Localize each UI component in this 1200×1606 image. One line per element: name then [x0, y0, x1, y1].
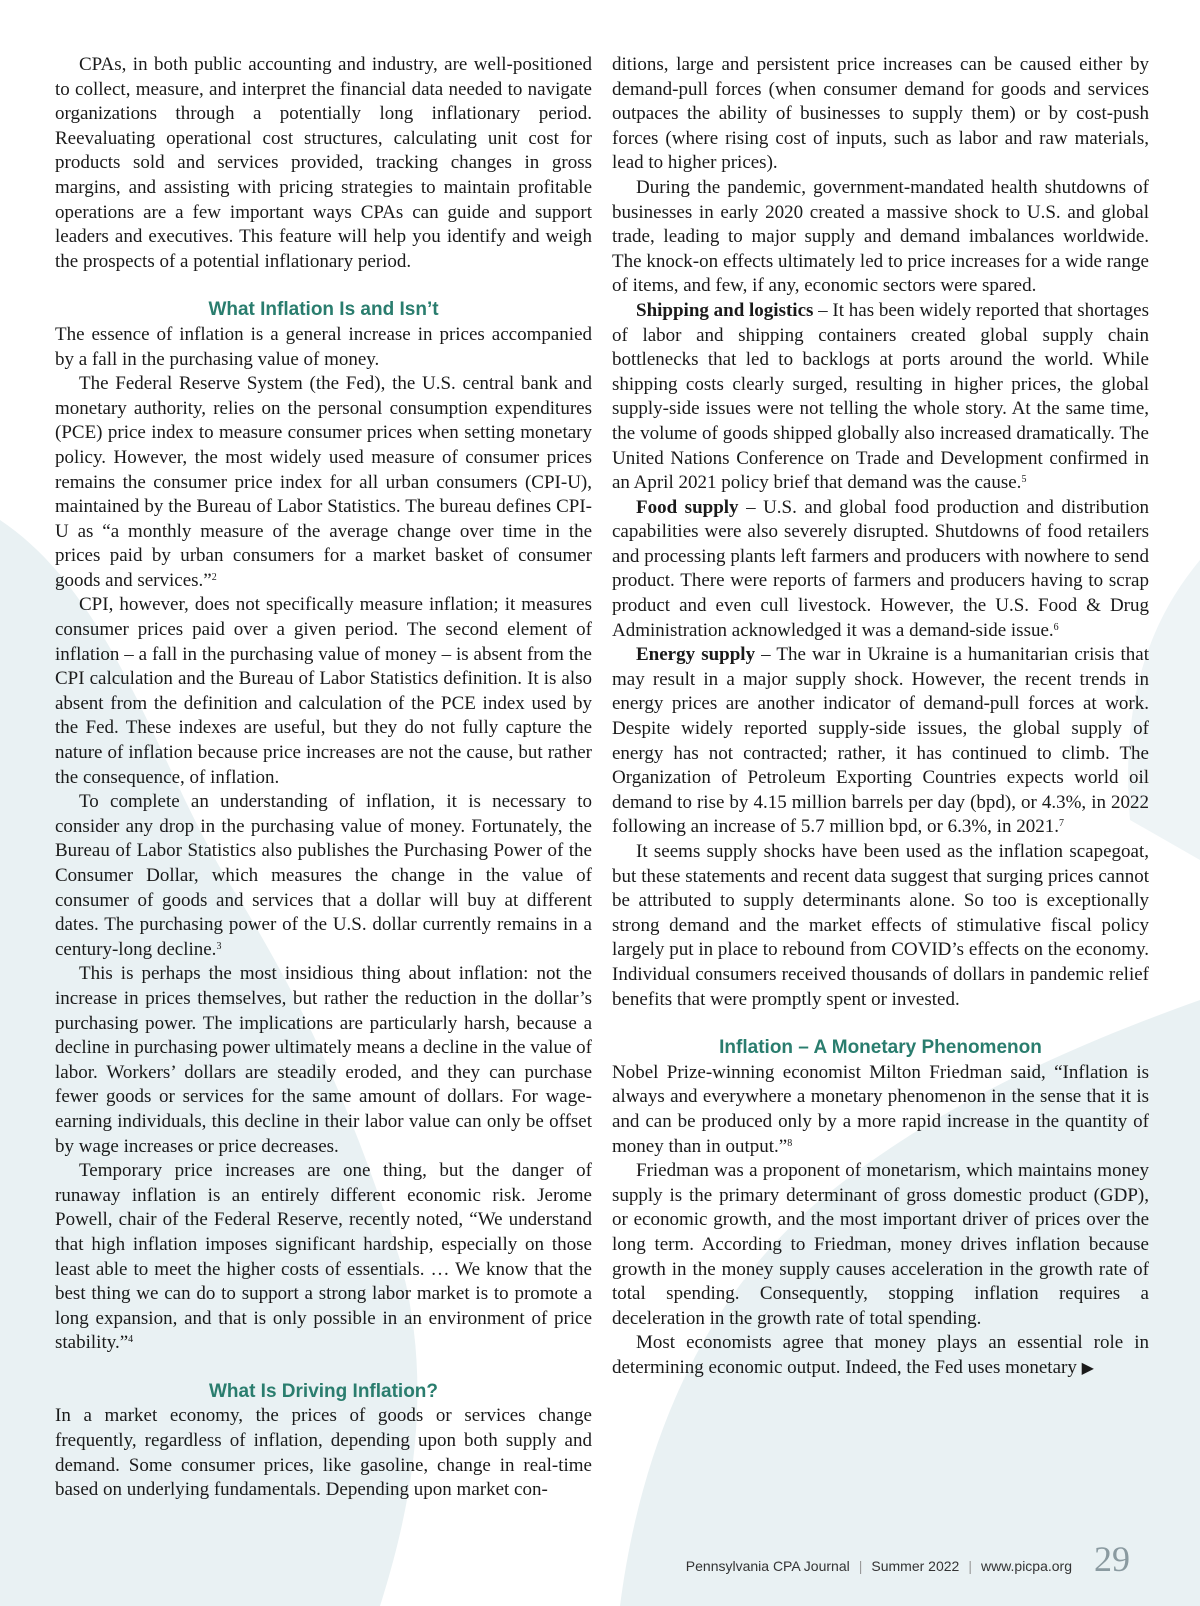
- left-paragraph-1: CPAs, in both public accounting and industry, are well-positioned to collect, measure, and interpret the financial data needed to navigate organizations through a potentially long inflationary period. Reevaluating operational cost structures, calculating unit cost for products sold and services provided, tracking changes in gross margins, and assisting with pricing strategies to maintain profitable operations are a few important ways CPAs can guide and support leaders and executives. This feature will help you identify and weigh the prospects of a potential inflationary period.: [55, 54, 592, 272]
- footer-site: www.picpa.org: [980, 1558, 1072, 1574]
- right-paragraph-2: During the pandemic, government-mandated health shutdowns of businesses in early 2020 created a massive shock to U.S. and global trade, leading to major supply and demand imbalances worldwide. The knock-on effects ultimately led to price increases for a wide range of items, and few, if any, economic sectors were spared.: [612, 176, 1149, 297]
- left-paragraph-5-text: To complete an understanding of inflation, it is necessary to consider any drop in the purchasing value of money. Fortunately, the Bureau of Labor Statistics also publishes the Purchasing Power of the Consumer Dollar, which measures the change in the value of consumer of goods and services that a dollar will buy at different dates. The purchasing power of the U.S. dollar currently remains in a century-long decline.: [55, 791, 592, 960]
- footnote-ref-2: 2: [211, 571, 217, 583]
- left-paragraph-4: CPI, however, does not specifically measure inflation; it measures consumer prices paid over a given period. The second element of inflation – a fall in the purchasing value of money – is absent from the CPI calculation and the Bureau of Labor Statistics definition. It is also absent from the definition and calculation of the PCE index used by the Fed. These indexes are useful, but they do not fully capture the nature of inflation because price increases are not the cause, but rather the consequence, of inflation.: [55, 594, 592, 788]
- shipping-text: – It has been widely reported that shortages of labor and shipping containers created global supply chain bottlenecks that led to backlogs at ports around the world. While shipping costs clearly surged, resulting in higher prices, the global supply-side issues were not telling the whole story. At the same time, the volume of goods shipped globally also increased dramatically. The United Nations Conference on Trade and Development confirmed in an April 2021 policy brief that demand was the cause.: [612, 299, 1149, 494]
- page-footer: [686, 1538, 1130, 1580]
- food-text: – U.S. and global food production and distribution capabilities were also severely disrupted. Shutdowns of food retailers and processing plants left farmers and producers with nowhere to send product. There were reports of farmers and producers having to scrap product and even cull livestock. However, the U.S. Food & Drug Administration acknowledged it was a demand-side issue.: [612, 496, 1150, 641]
- footnote-ref-7: 7: [1058, 818, 1064, 830]
- right-paragraph-7-text: Nobel Prize-winning economist Milton Friedman said, “Inflation is always and everywhere a monetary phenomenon in the sense that it is and can be produced only by a more rapid increase in the quantity of money than in output.”: [612, 1061, 1149, 1157]
- heading-what-is-driving-inflation: What Is Driving Inflation?: [208, 1380, 439, 1402]
- shipping-lead: Shipping and logistics: [636, 299, 814, 321]
- heading-what-inflation-is: What Inflation Is and Isn’t: [208, 299, 439, 321]
- footer-issue: Summer 2022: [871, 1558, 960, 1574]
- left-paragraph-7-text: Temporary price increases are one thing, but the danger of runaway inflation is an entirely different economic risk. Jerome Powell, chair of the Federal Reserve, recently noted, “We understand that high inflation imposes significant hardship, especially on those least able to meet the higher costs of essentials. … We know that the best thing we can do to support a strong labor market is to promote a long expansion, and that is only possible in an environment of price stability.”: [55, 1160, 592, 1354]
- right-paragraph-8: Friedman was a proponent of monetarism, which maintains money supply is the primary determinant of gross domestic product (GDP), or economic growth, and the most important driver of prices over the long term. According to Friedman, money drives inflation because growth in the money supply causes acceleration in the growth rate of total spending. Consequently, stopping inflation requires a deceleration in the growth rate of total spending.: [612, 1160, 1149, 1329]
- continue-arrow-icon: ▶: [1081, 1359, 1094, 1377]
- left-paragraph-3-text: The Federal Reserve System (the Fed), the U.S. central bank and monetary authority, relies on the personal consumption expenditures (PCE) price index to measure consumer prices when setting monetary policy. However, the most widely used measure of consumer prices remains the consumer price index for all urban consumers (CPI-U), maintained by the Bureau of Labor Statistics. The bureau defines CPI-U as “a monthly measure of the average change over time in the prices paid by urban consumers for a market basket of consumer goods and services.”: [55, 373, 592, 591]
- heading-monetary-phenomenon: Inflation – A Monetary Phenomenon: [719, 1037, 1042, 1059]
- food-lead: Food supply: [636, 496, 739, 518]
- left-paragraph-2: The essence of inflation is a general increase in prices accompanied by a fall in the purchasing value of money.: [55, 323, 592, 370]
- right-column: [612, 53, 1149, 1381]
- right-paragraph-6: It seems supply shocks have been used as the inflation scapegoat, but these statements and recent data suggest that surging prices cannot be attributed to supply determinants alone. So too is exceptionally strong demand and the market effects of stimulative fiscal policy largely put in place to rebound from COVID’s effects on the economy. Individual consumers received thousands of dollars in pandemic relief benefits that were promptly spent or invested.: [612, 841, 1149, 1010]
- energy-lead: Energy supply: [636, 644, 756, 666]
- right-paragraph-shipping: [612, 299, 1149, 496]
- footnote-ref-8: 8: [787, 1137, 793, 1149]
- right-paragraph-7: [612, 1061, 1149, 1159]
- right-paragraph-1: ditions, large and persistent price increases can be caused either by demand-pull forces (when consumer demand for goods and services outpaces the ability of businesses to supply them) or by cost-push forces (where rising cost of inputs, such as labor and raw materials, lead to higher prices).: [612, 54, 1149, 174]
- right-paragraph-9-text: Most economists agree that money plays an essential role in determining economic output. Indeed, the Fed uses monetary: [612, 1332, 1149, 1378]
- footnote-ref-3: 3: [216, 940, 222, 952]
- left-column: [55, 53, 592, 1503]
- footer-separator: |: [968, 1558, 972, 1574]
- left-paragraph-5: [55, 790, 592, 962]
- footer-separator: |: [858, 1558, 863, 1574]
- footnote-ref-6: 6: [1053, 621, 1059, 633]
- energy-text: – The war in Ukraine is a humanitarian crisis that may result in a major supply shock. However, the recent trends in energy prices are another indicator of demand-pull forces at work. Despite widely reported supply-side issues, the global supply of energy has not contracted; rather, it has continued to climb. The Organization of Petroleum Exporting Countries expects world oil demand to rise by 4.15 million barrels per day (bpd), or 4.3%, in 2022 following an increase of 5.7 million bpd, or 6.3%, in 2021.: [612, 644, 1150, 838]
- footnote-ref-4: 4: [128, 1334, 134, 1346]
- page-number: 29: [1094, 1539, 1130, 1579]
- left-paragraph-6: This is perhaps the most insidious thing about inflation: not the increase in prices themselves, but rather the reduction in the dollar’s purchasing power. The implications are particularly harsh, because a decline in purchasing power ultimately means a decline in the value of labor. Workers’ dollars are steadily eroded, and they can purchase fewer goods or services for the same amount of dollars. For wage-earning individuals, this decline in their labor value can only be offset by wage increases or price decreases.: [55, 963, 592, 1157]
- footnote-ref-5: 5: [1021, 474, 1027, 486]
- right-paragraph-energy: [612, 643, 1149, 840]
- left-paragraph-7: [55, 1159, 592, 1356]
- left-paragraph-8: In a market economy, the prices of goods or services change frequently, regardless of inflation, depending upon both supply and demand. Some consumer prices, like gasoline, change in real-time based on underlying fundamentals. Depending upon market con-: [55, 1405, 592, 1501]
- right-paragraph-food: [612, 496, 1149, 644]
- footer-journal: Pennsylvania CPA Journal: [685, 1558, 850, 1574]
- right-paragraph-9: [612, 1331, 1149, 1381]
- left-paragraph-3: [55, 372, 592, 593]
